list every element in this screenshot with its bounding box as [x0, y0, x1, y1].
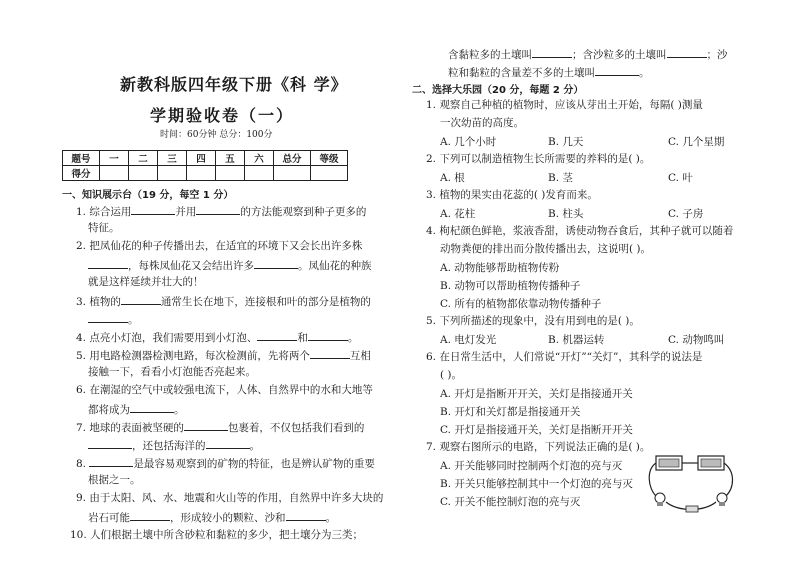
score-cell: 六 [245, 151, 274, 166]
question-1-cont: 特征。 [88, 222, 120, 234]
option-c[interactable]: C. 动物鸣叫 [668, 334, 725, 346]
option-c[interactable]: C. 开灯是指接通开关，关灯是指断开开关 [440, 424, 633, 436]
answer-blank[interactable] [667, 46, 707, 58]
question-7 [76, 419, 364, 435]
answer-blank[interactable] [89, 455, 133, 467]
score-cell: 等级 [311, 151, 348, 166]
score-input-cell[interactable] [187, 166, 216, 181]
question-text: 是最容易观察到的矿物的特征，也是辨认矿物的重要 [133, 458, 375, 470]
question-text: 。 [128, 314, 139, 326]
question-text: 。 [174, 404, 185, 416]
question-text: 互相 [349, 350, 371, 362]
choice-question-5: 5. 下列所描述的现象中，没有用到电的是( )。 [426, 315, 640, 327]
question-2-cont [88, 257, 372, 273]
section1-heading: 一、知识展示台（19 分，每空 1 分） [62, 190, 234, 201]
wire [649, 463, 656, 496]
question-7-cont [88, 437, 260, 453]
answer-blank[interactable] [130, 509, 170, 521]
option-b[interactable]: B. 茎 [548, 172, 573, 184]
answer-blank[interactable] [196, 203, 240, 215]
score-input-cell[interactable] [129, 166, 158, 181]
score-input-cell[interactable] [216, 166, 245, 181]
question-text: ，形成较小的颗粒、沙和 [170, 512, 286, 524]
question-text: 包裹着，不仅包括我们看到的 [227, 422, 365, 434]
option-b[interactable]: B. 开关只能够控制其中一个灯泡的亮与灭 [440, 478, 633, 490]
question-5 [76, 347, 371, 363]
option-a[interactable]: A. 开关能够同时控制两个灯泡的亮与灭 [440, 460, 623, 472]
option-a[interactable]: A. 动物能够帮助植物传粉 [440, 262, 560, 274]
option-b[interactable]: B. 开灯和关灯都是指接通开关 [440, 406, 581, 418]
answer-blank[interactable] [254, 257, 298, 269]
question-text: 3. 植物的 [76, 296, 121, 308]
question-text: 。 [249, 440, 260, 452]
bulb-icon [655, 493, 665, 503]
score-input-cell[interactable] [245, 166, 274, 181]
score-cell: 题号 [63, 151, 100, 166]
answer-blank[interactable] [88, 257, 128, 269]
wire [724, 463, 733, 496]
score-cell: 总分 [274, 151, 311, 166]
option-b[interactable]: B. 几天 [548, 136, 584, 148]
choice-question-1-cont: 一次幼苗的高度。 [440, 117, 524, 129]
answer-blank[interactable] [310, 347, 350, 359]
question-text: 。 [325, 512, 336, 524]
question-1 [76, 203, 366, 219]
question-text: 5. 用电路检测器检测电路，每次检测前，先将两个 [76, 350, 310, 362]
battery-cell [659, 459, 679, 467]
score-input-cell[interactable] [311, 166, 348, 181]
answer-blank[interactable] [206, 437, 250, 449]
section2-heading: 二、选择大乐园（20 分，每题 2 分） [412, 85, 584, 96]
question-10-cont [448, 46, 728, 62]
exam-meta: 时间：60分钟 总分：100分 [160, 130, 273, 140]
choice-question-6-cont: ( )。 [440, 369, 463, 381]
answer-blank[interactable] [184, 419, 228, 431]
question-text: 7. 地球的表面被坚硬的 [76, 422, 184, 434]
question-2: 2. 把凤仙花的种子传播出去，在适宜的环境下又会长出许多株 [76, 240, 363, 252]
exam-subtitle: 学期验收卷（一） [150, 106, 295, 125]
question-9-cont [88, 509, 336, 525]
question-text: 8. [76, 458, 90, 470]
score-table-score-row [63, 166, 348, 181]
question-text: 。 [347, 332, 359, 344]
question-text: 并用 [175, 206, 197, 218]
option-c[interactable]: C. 叶 [668, 172, 693, 184]
option-b[interactable]: B. 机器运转 [548, 334, 605, 346]
score-table [62, 150, 348, 181]
answer-blank[interactable] [257, 329, 297, 341]
score-cell: 五 [216, 151, 245, 166]
bulb-base [657, 502, 663, 506]
choice-question-4: 4. 枸杞颜色鲜艳，浆液香甜，诱使动物吞食后，其种子就可以随着 [426, 225, 734, 237]
option-a[interactable]: A. 开灯是指断开开关，关灯是指接通开关 [440, 388, 633, 400]
question-4 [76, 329, 358, 345]
question-5-cont: 接触一下，看看小灯泡能否亮起来。 [88, 366, 256, 378]
question-text: ；沙 [706, 49, 728, 61]
question-text: 岩石可能 [88, 512, 130, 524]
question-9: 9. 由于太阳、风、水、地震和火山等的作用，自然界中许多大块的 [76, 492, 384, 504]
bulb-base [719, 502, 725, 506]
switch-icon [686, 506, 698, 512]
choice-question-2: 2. 下列可以制造植物生长所需要的养料的是( )。 [426, 153, 651, 165]
question-6-cont [88, 401, 185, 417]
score-input-cell[interactable] [274, 166, 311, 181]
answer-blank[interactable] [595, 64, 639, 76]
choice-question-6: 6. 在日常生活中，人们常说“开灯”“关灯”，其科学的说法是 [426, 351, 703, 363]
circuit-diagram [648, 450, 738, 516]
question-6: 6. 在潮湿的空气中或较强电流下，人体、自然界中的水和大地等 [76, 384, 373, 396]
question-text: 都将成为 [88, 404, 130, 416]
option-c[interactable]: C. 所有的植物都依靠动物传播种子 [440, 298, 602, 310]
score-table-header-row [63, 151, 348, 166]
score-cell: 四 [187, 151, 216, 166]
question-text: 4. 点亮小灯泡，我们需要用到小灯泡、 [76, 332, 258, 344]
option-b[interactable]: B. 柱头 [548, 208, 584, 220]
question-text: 粒和黏粒的含量差不多的土壤叫 [448, 67, 595, 79]
option-c[interactable]: C. 子房 [668, 208, 704, 220]
answer-blank[interactable] [286, 509, 326, 521]
question-text: 通常生长在地下，连接根和叶的部分是植物的 [160, 296, 371, 308]
exam-title: 新教科版四年级下册《科 学》 [120, 75, 348, 94]
question-text: ，还包括海洋的 [132, 440, 206, 452]
option-c[interactable]: C. 开关不能控制灯泡的亮与灭 [440, 496, 581, 508]
answer-blank[interactable] [88, 311, 128, 323]
question-text: 和 [297, 332, 308, 344]
score-cell: 二 [129, 151, 158, 166]
question-3-cont [88, 311, 139, 327]
option-a[interactable]: A. 根 [440, 172, 465, 184]
question-2-cont2: 就是这样延续并壮大的！ [88, 276, 204, 288]
question-3 [76, 293, 371, 309]
answer-blank[interactable] [121, 293, 161, 305]
question-text: 。凤仙花的种族 [298, 260, 372, 272]
answer-blank[interactable] [532, 46, 572, 58]
option-b[interactable]: B. 动物可以帮助植物传播种子 [440, 280, 581, 292]
answer-blank[interactable] [308, 329, 348, 341]
score-input-cell[interactable] [100, 166, 129, 181]
answer-blank[interactable] [88, 437, 132, 449]
question-10-cont2 [448, 64, 650, 80]
choice-question-1: 1. 观察自己种植的植物时，应该从芽出土开始，每隔( )测量 [426, 99, 703, 111]
answer-blank[interactable] [131, 203, 175, 215]
question-text: 。 [639, 67, 650, 79]
choice-question-4-cont: 动物粪便的排出而分散传播出去，这说明( )。 [440, 243, 652, 255]
battery-cell [701, 459, 721, 467]
choice-question-7: 7. 观察右图所示的电路，下列说法正确的是( )。 [426, 441, 651, 453]
score-input-cell[interactable] [158, 166, 187, 181]
score-cell: 得分 [63, 166, 100, 181]
question-10: 10. 人们根据土壤中所含砂粒和黏粒的多少，把土壤分为三类； [70, 529, 364, 541]
option-c[interactable]: C. 几个星期 [668, 136, 725, 148]
score-cell: 三 [158, 151, 187, 166]
question-text: 含黏粒多的土壤叫 [448, 49, 532, 61]
question-8 [76, 455, 375, 471]
option-a[interactable]: A. 电灯发光 [440, 334, 497, 346]
question-text: 的方法能观察到种子更多的 [240, 206, 367, 218]
option-a[interactable]: A. 花柱 [440, 208, 476, 220]
question-text: ，每株凤仙花又会结出许多 [128, 260, 254, 272]
score-cell: 一 [100, 151, 129, 166]
option-a[interactable]: A. 几个小时 [440, 136, 497, 148]
choice-question-3: 3. 植物的果实由花蕊的( )发育而来。 [426, 189, 598, 201]
answer-blank[interactable] [130, 401, 174, 413]
question-text: ；含沙粒多的土壤叫 [572, 49, 667, 61]
bulb-icon [717, 493, 727, 503]
question-8-cont: 根据之一。 [88, 474, 141, 486]
question-text: 1. 综合运用 [76, 206, 132, 218]
